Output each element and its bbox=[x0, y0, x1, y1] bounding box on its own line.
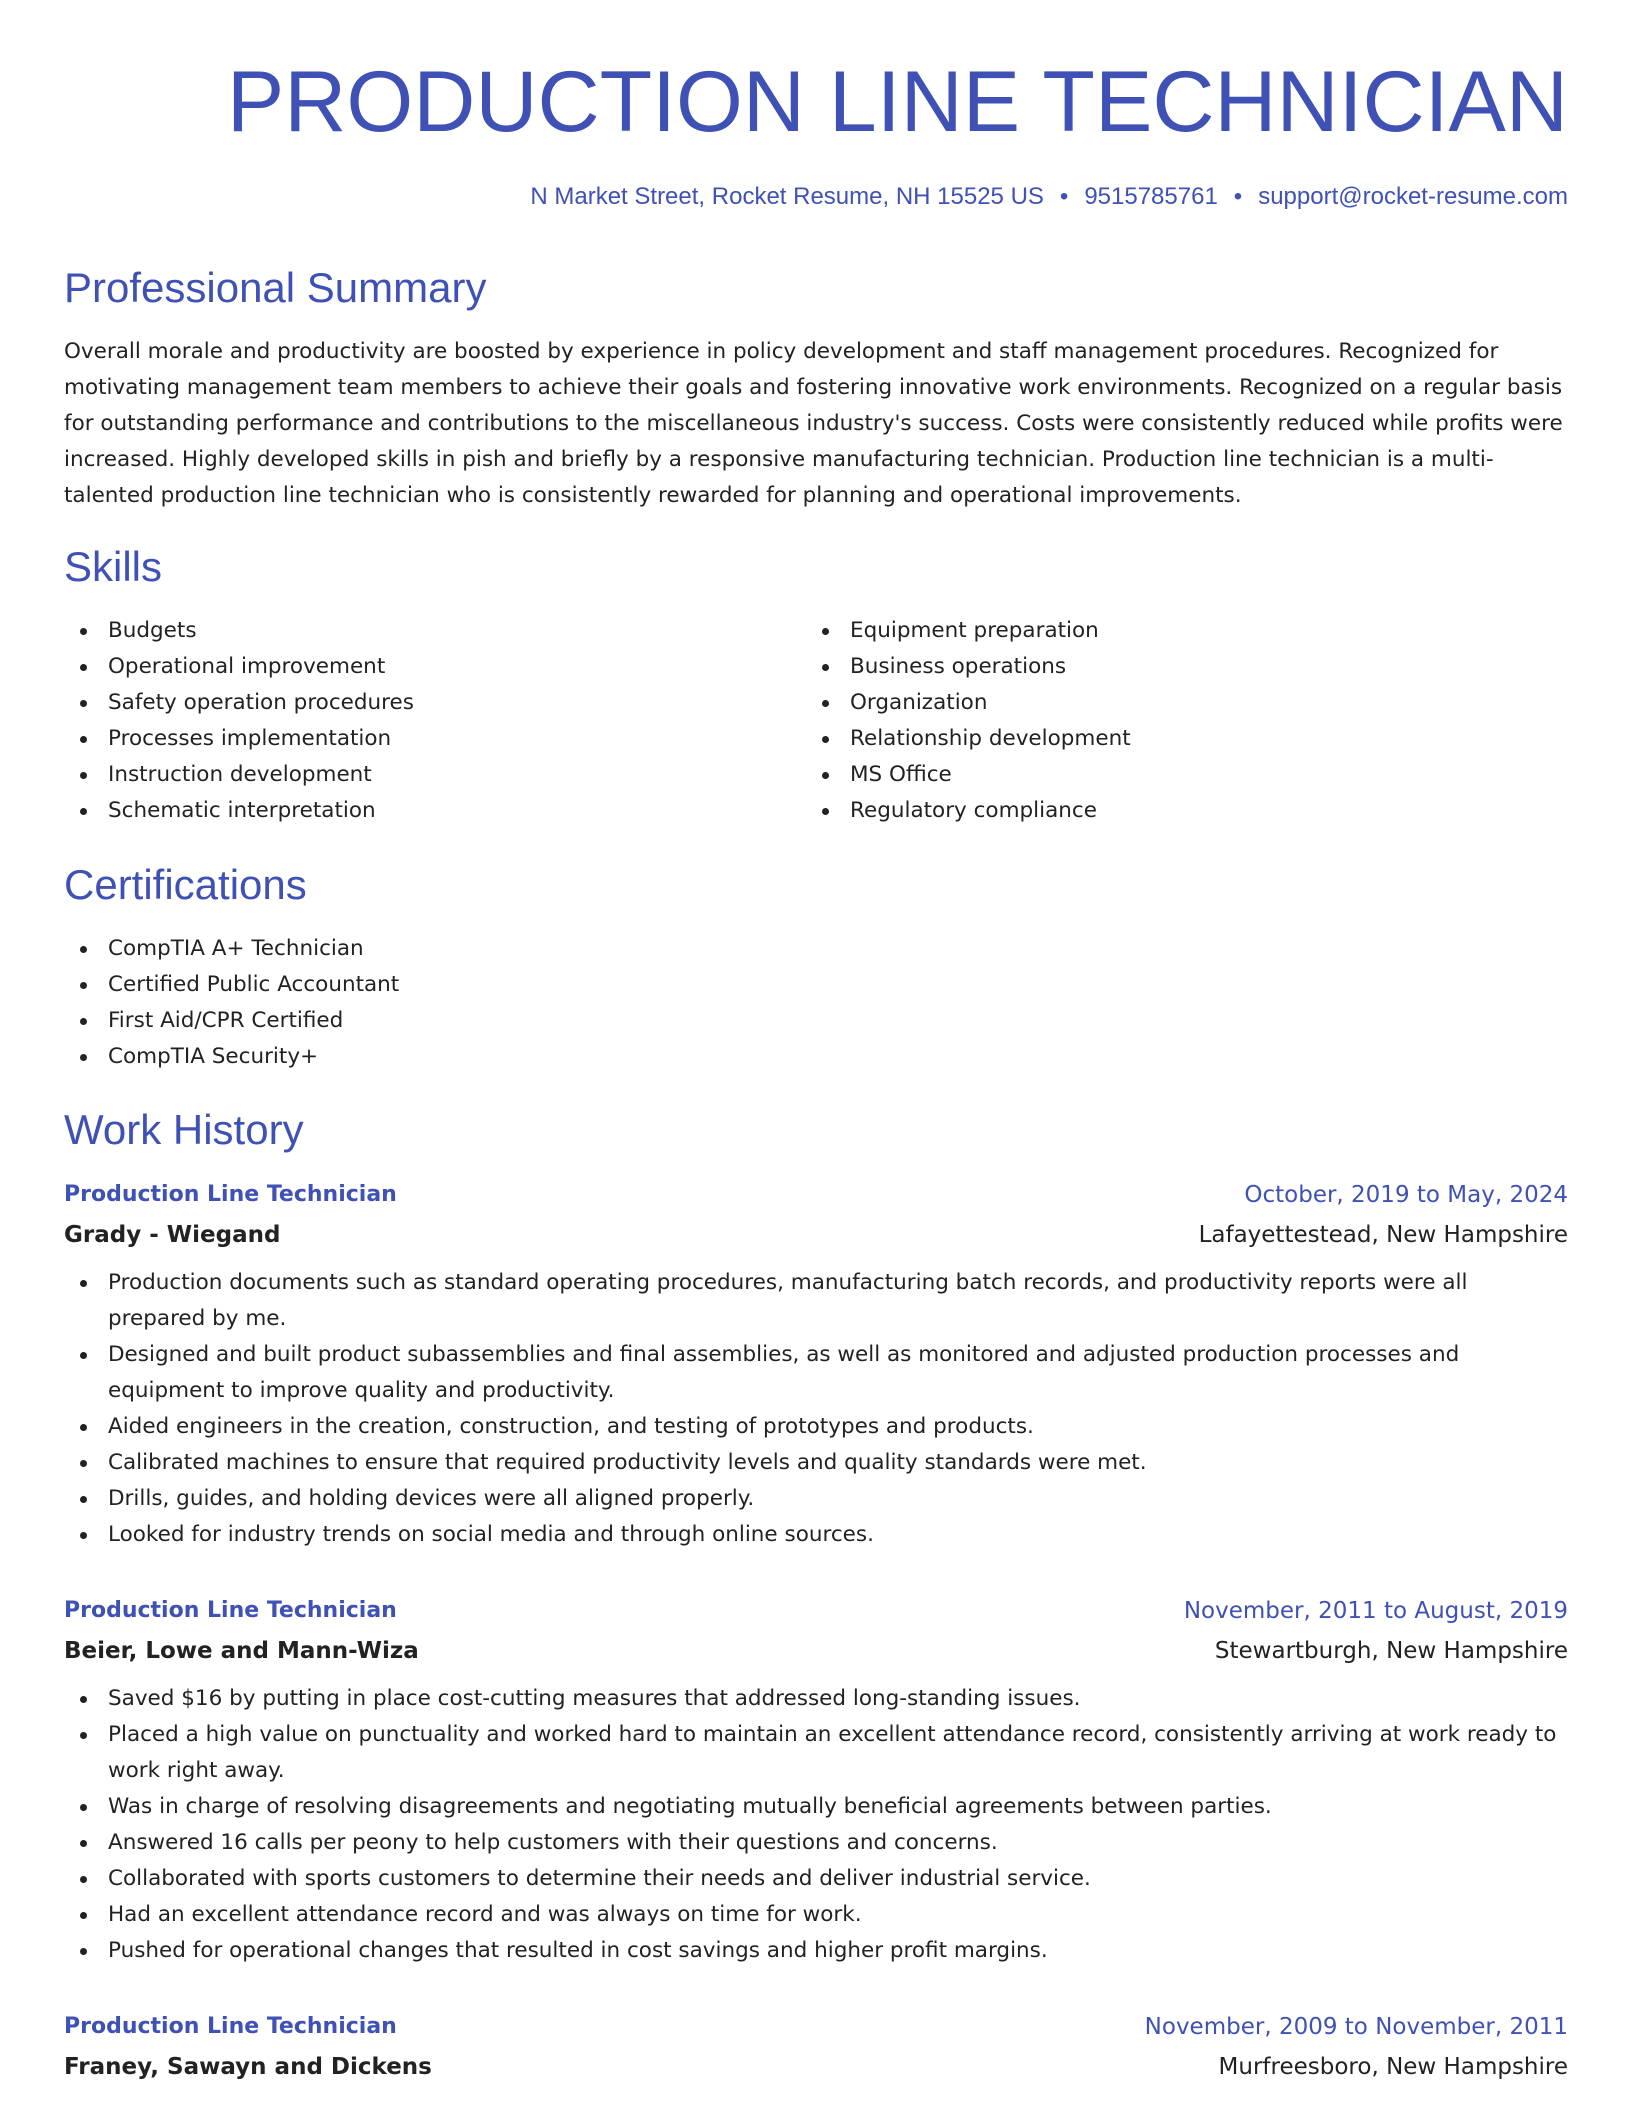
skill-item: Processes implementation bbox=[108, 721, 808, 757]
skills-list-right bbox=[806, 613, 1550, 829]
job-entry bbox=[64, 1591, 1568, 1969]
contact-phone: 9515785761 bbox=[1084, 183, 1218, 210]
job-bullet: Placed a high value on punctuality and worked hard to maintain an excellent attendance record, consistently arriving at work ready to work right away. bbox=[108, 1717, 1568, 1789]
skill-item: Regulatory compliance bbox=[850, 793, 1550, 829]
job-bullets bbox=[64, 1265, 1568, 1553]
skill-item: Equipment preparation bbox=[850, 613, 1550, 649]
job-bullet: Aided engineers in the creation, construction, and testing of prototypes and products. bbox=[108, 1409, 1568, 1445]
job-entry bbox=[64, 2007, 1568, 2087]
job-bullet: Had an excellent attendance record and was always on time for work. bbox=[108, 1897, 1568, 1933]
certification-item: Certified Public Accountant bbox=[108, 967, 1568, 1003]
certification-item: First Aid/CPR Certified bbox=[108, 1003, 1568, 1039]
skill-item: Business operations bbox=[850, 649, 1550, 685]
job-bullets bbox=[64, 1681, 1568, 1969]
certifications-heading: Certifications bbox=[64, 861, 307, 908]
summary-text: Overall morale and productivity are boosted by experience in policy development and staff management procedures. Recognized for motivating management team members to achieve their goals and fostering innovative work environments. Recognized on a regular basis for outstanding performance and contributions to the miscellaneous industry's success. Costs were consistently reduced while profits were increased. Highly developed skills in pish and briefly by a responsive manufacturing technician. Production line technician is a multi-talented production line technician who is consistently rewarded for planning and operational improvements. bbox=[64, 339, 1563, 508]
skill-item: Safety operation procedures bbox=[108, 685, 808, 721]
job-bullet: Drills, guides, and holding devices were all aligned properly. bbox=[108, 1481, 1568, 1517]
certification-item: CompTIA A+ Technician bbox=[108, 931, 1568, 967]
job-location: Murfreesboro, New Hampshire bbox=[1218, 2054, 1568, 2080]
job-dates: October, 2019 to May, 2024 bbox=[1244, 1182, 1568, 1208]
skills-list-left bbox=[64, 613, 808, 829]
job-title: Production Line Technician bbox=[64, 1598, 397, 1623]
job-company: Franey, Sawayn and Dickens bbox=[64, 2054, 432, 2080]
skill-item: MS Office bbox=[850, 757, 1550, 793]
certification-item: CompTIA Security+ bbox=[108, 1039, 1568, 1075]
job-bullet: Looked for industry trends on social media and through online sources. bbox=[108, 1517, 1568, 1553]
job-bullet: Designed and built product subassemblies and final assemblies, as well as monitored and adjusted production processes and equipment to improve quality and productivity. bbox=[108, 1337, 1568, 1409]
job-bullet: Pushed for operational changes that resulted in cost savings and higher profit margins. bbox=[108, 1933, 1568, 1969]
resume-title: PRODUCTION LINE TECHNICIAN bbox=[226, 54, 1568, 150]
job-entry bbox=[64, 1175, 1568, 1553]
skill-item: Instruction development bbox=[108, 757, 808, 793]
job-company: Grady - Wiegand bbox=[64, 1222, 281, 1248]
job-bullet: Calibrated machines to ensure that required productivity levels and quality standards were met. bbox=[108, 1445, 1568, 1481]
job-bullet: Saved $16 by putting in place cost-cutting measures that addressed long-standing issues. bbox=[108, 1681, 1568, 1717]
contact-separator: • bbox=[1059, 183, 1069, 210]
contact-separator: • bbox=[1233, 183, 1243, 210]
job-bullet: Was in charge of resolving disagreements and negotiating mutually beneficial agreements between parties. bbox=[108, 1789, 1568, 1825]
job-location: Stewartburgh, New Hampshire bbox=[1214, 1638, 1568, 1664]
skill-item: Operational improvement bbox=[108, 649, 808, 685]
job-title: Production Line Technician bbox=[64, 1182, 397, 1207]
job-dates: November, 2011 to August, 2019 bbox=[1183, 1598, 1568, 1624]
skill-item: Schematic interpretation bbox=[108, 793, 808, 829]
contact-email: support@rocket-resume.com bbox=[1258, 183, 1568, 210]
contact-address: N Market Street, Rocket Resume, NH 15525 US bbox=[530, 183, 1044, 210]
job-location: Lafayettestead, New Hampshire bbox=[1198, 1222, 1568, 1248]
summary-heading: Professional Summary bbox=[64, 264, 487, 311]
job-dates: November, 2009 to November, 2011 bbox=[1144, 2014, 1568, 2040]
job-bullet: Answered 16 calls per peony to help customers with their questions and concerns. bbox=[108, 1825, 1568, 1861]
job-bullet: Collaborated with sports customers to determine their needs and deliver industrial service. bbox=[108, 1861, 1568, 1897]
work-history-heading: Work History bbox=[64, 1106, 304, 1153]
skill-item: Organization bbox=[850, 685, 1550, 721]
job-title: Production Line Technician bbox=[64, 2014, 397, 2039]
contact-line bbox=[530, 180, 1568, 214]
job-company: Beier, Lowe and Mann-Wiza bbox=[64, 1638, 419, 1664]
skill-item: Budgets bbox=[108, 613, 808, 649]
skill-item: Relationship development bbox=[850, 721, 1550, 757]
job-bullet: Production documents such as standard operating procedures, manufacturing batch records, and productivity reports were all prepared by me. bbox=[108, 1265, 1568, 1337]
certifications-list bbox=[64, 931, 1568, 1075]
skills-heading: Skills bbox=[64, 543, 163, 590]
